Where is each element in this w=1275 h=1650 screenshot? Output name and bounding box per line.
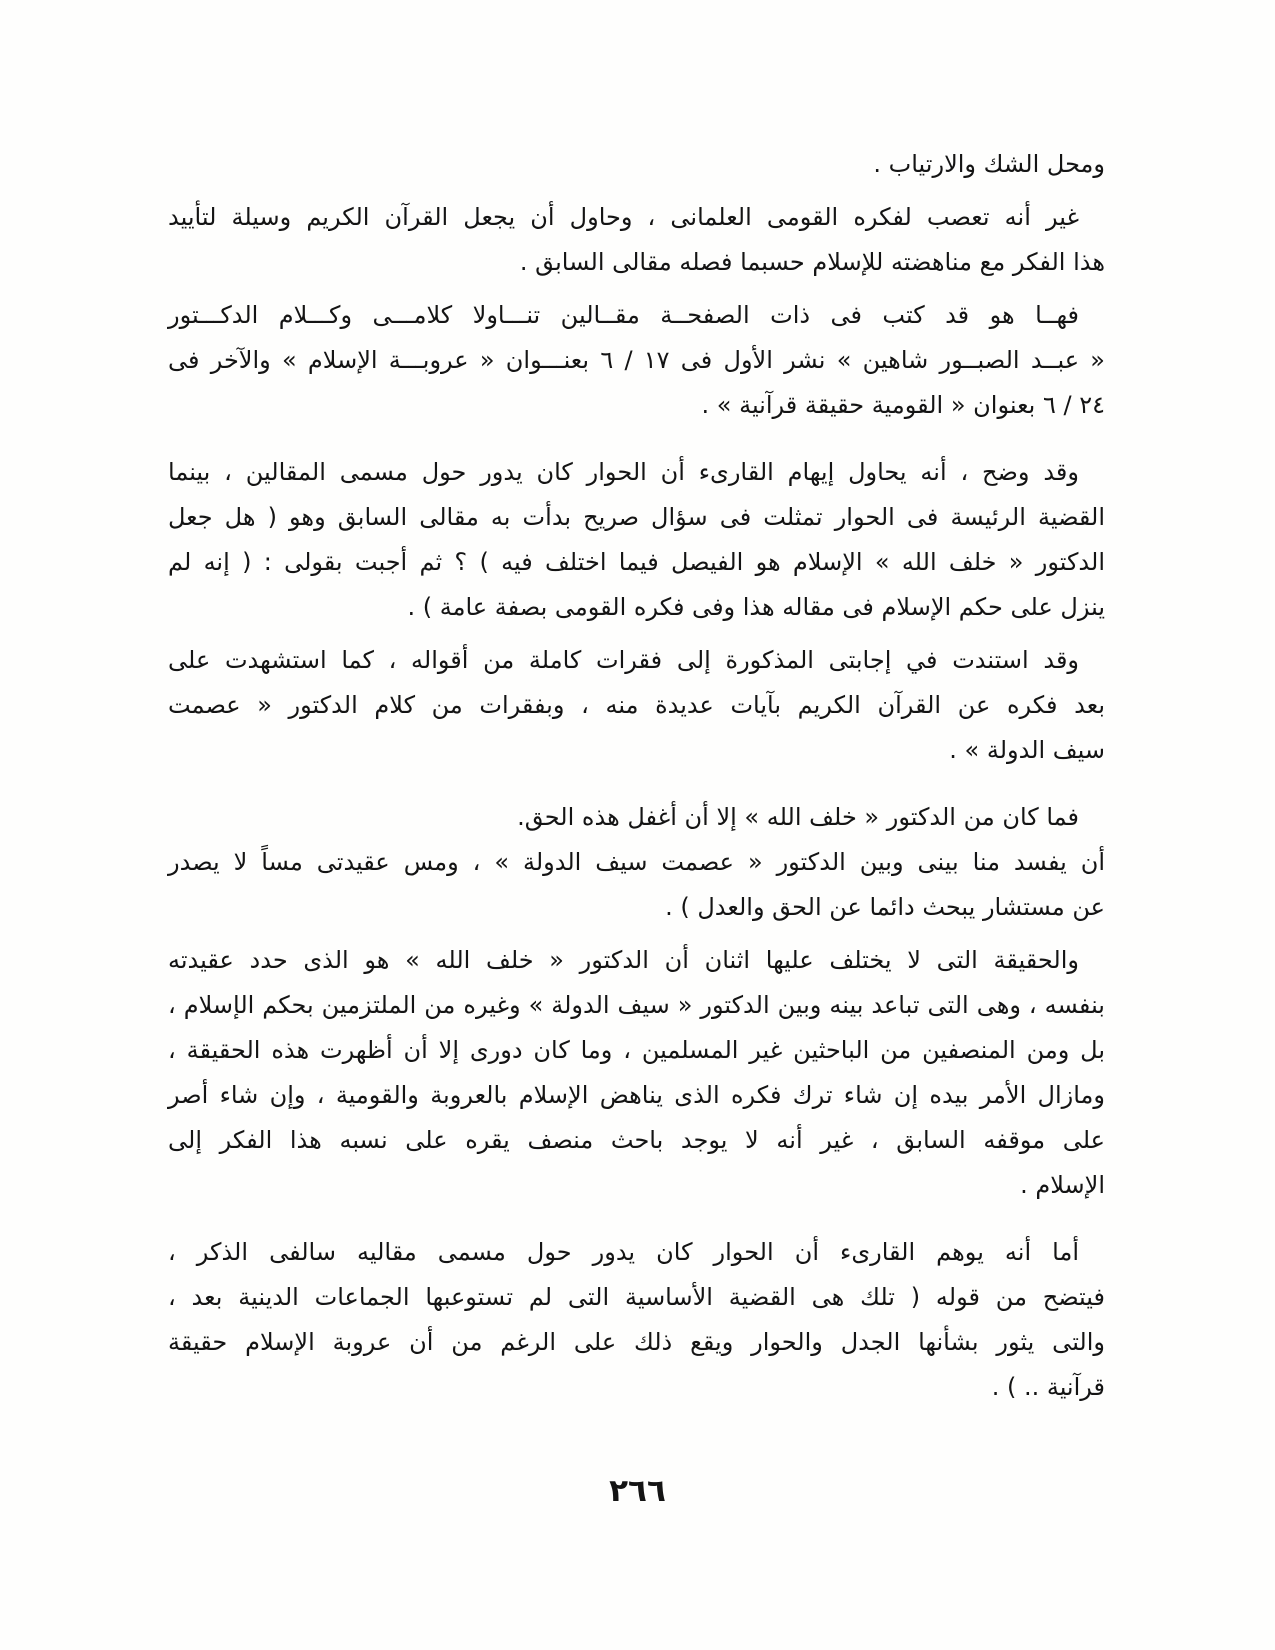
text-line: بل ومن المنصفين من الباحثين غير المسلمين ، وما كان دورى إلا أن أظهرت هذه الحقيقة ، xyxy=(168,1036,1105,1064)
paragraph xyxy=(168,938,1105,1208)
paragraph xyxy=(168,638,1105,773)
text-line: هذا الفكر مع مناهضته للإسلام حسبما فصله مقالى السابق . xyxy=(519,248,1105,276)
text-line: على موقفه السابق ، غير أنه لا يوجد باحث منصف يقره على نسبه هذا الفكر إلى xyxy=(168,1126,1105,1154)
text-line: الدكتور « خلف الله » الإسلام هو الفيصل فيما اختلف فيه ) ؟ ثم أجبت بقولى : ( إنه لم xyxy=(168,548,1105,576)
text-line: ٢٤ / ٦ بعنوان « القومية حقيقة قرآنية » . xyxy=(701,391,1105,419)
page-number: ٢٦٦ xyxy=(609,1473,666,1509)
text-line: ينزل على حكم الإسلام فى مقاله هذا وفى فكره القومى بصفة عامة ) . xyxy=(407,593,1105,621)
text-line: سيف الدولة » . xyxy=(949,736,1105,764)
text-line: أن يفسد منا بينى وبين الدكتور « عصمت سيف الدولة » ، ومس عقيدتى مساً لا يصدر xyxy=(168,848,1105,876)
text-line: القضية الرئيسة فى الحوار تمثلت فى سؤال صريح بدأت به مقالى السابق وهو ( هل جعل xyxy=(168,503,1105,531)
text-line: بعد فكره عن القرآن الكريم بآيات عديدة منه ، وبفقرات من كلام الدكتور « عصمت xyxy=(168,691,1105,719)
text-line: ومحل الشك والارتياب . xyxy=(873,150,1105,178)
paragraph xyxy=(168,1230,1105,1410)
text-line: « عبــد الصبــور شاهين » نشر الأول فى ١٧ / ٦ بعنـــوان « عروبـــة الإسلام » والآخر فى xyxy=(168,346,1105,374)
text-line: فما كان من الدكتور « خلف الله » إلا أن أغفل هذه الحق. xyxy=(517,803,1079,831)
body-text xyxy=(168,142,1105,1410)
text-line: وقد استندت في إجابتى المذكورة إلى فقرات كاملة من أقواله ، كما استشهدت على xyxy=(168,646,1079,674)
paragraph xyxy=(168,293,1105,428)
text-line: أما أنه يوهم القارىء أن الحوار كان يدور حول مسمى مقاليه سالفى الذكر ، xyxy=(168,1238,1079,1266)
text-line: ومازال الأمر بيده إن شاء ترك فكره الذى يناهض الإسلام بالعروبة والقومية ، وإن شاء أصر xyxy=(168,1081,1105,1109)
paragraph xyxy=(168,795,1105,930)
text-line: عن مستشار يبحث دائما عن الحق والعدل ) . xyxy=(665,893,1105,921)
text-line: الإسلام . xyxy=(1020,1171,1105,1199)
paragraph xyxy=(168,142,1105,187)
text-line: وقد وضح ، أنه يحاول إيهام القارىء أن الحوار كان يدور حول مسمى المقالين ، بينما xyxy=(168,458,1079,486)
text-line: غير أنه تعصب لفكره القومى العلمانى ، وحاول أن يجعل القرآن الكريم وسيلة لتأييد xyxy=(168,203,1079,231)
paragraph xyxy=(168,450,1105,630)
paragraph xyxy=(168,195,1105,285)
text-line: قرآنية .. ) . xyxy=(991,1373,1105,1401)
text-line: والتى يثور بشأنها الجدل والحوار ويقع ذلك على الرغم من أن عروبة الإسلام حقيقة xyxy=(168,1328,1105,1356)
text-line: بنفسه ، وهى التى تباعد بينه وبين الدكتور « سيف الدولة » وغيره من الملتزمين بحكم الإسلام ، xyxy=(168,991,1105,1019)
text-line: فهــا هو قد كتب فى ذات الصفحــة مقــالين تنـــاولا كلامـــى وكـــلام الدكـــتور xyxy=(168,301,1079,329)
text-line: فيتضح من قوله ( تلك هى القضية الأساسية التى لم تستوعبها الجماعات الدينية بعد ، xyxy=(168,1283,1105,1311)
text-line: والحقيقة التى لا يختلف عليها اثنان أن الدكتور « خلف الله » هو الذى حدد عقيدته xyxy=(168,946,1079,974)
